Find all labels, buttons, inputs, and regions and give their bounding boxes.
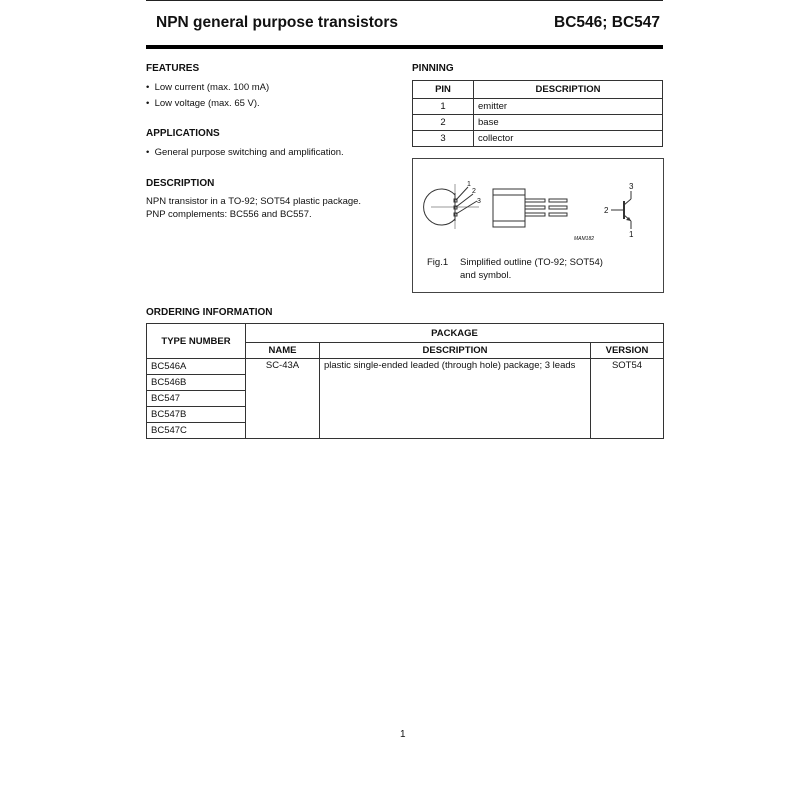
package-name: SC-43A <box>246 359 320 439</box>
outline-pin-label: 2 <box>472 188 476 195</box>
type-cell: BC546B <box>147 375 246 391</box>
pin-desc: emitter <box>474 99 663 115</box>
col-header: PACKAGE <box>246 324 664 343</box>
feature-item: • Low current (max. 100 mA) <box>146 82 270 93</box>
type-cell: BC547 <box>147 391 246 407</box>
symbol-pin-label: 2 <box>604 206 609 215</box>
col-header: DESCRIPTION <box>320 343 591 359</box>
package-version: SOT54 <box>591 359 664 439</box>
features-heading: FEATURES <box>146 63 200 74</box>
package-description: plastic single-ended leaded (through hole) package; 3 leads <box>320 359 591 439</box>
figure-caption <box>460 256 603 282</box>
description-line: NPN transistor in a TO-92; SOT54 plastic package. <box>146 196 362 207</box>
col-header: VERSION <box>591 343 664 359</box>
pin-cell: 2 <box>413 115 474 131</box>
part-number: BC546; BC547 <box>554 14 660 31</box>
page-number: 1 <box>400 729 406 740</box>
outline-pin-label: 1 <box>467 181 471 188</box>
table-row <box>413 99 663 115</box>
type-cell: BC547B <box>147 407 246 423</box>
col-header: TYPE NUMBER <box>147 324 246 359</box>
doc-title: NPN general purpose transistors <box>156 14 399 31</box>
figure-code: MAM182 <box>574 236 595 242</box>
col-header: DESCRIPTION <box>474 81 663 99</box>
ordering-table <box>146 323 664 439</box>
header-rule <box>146 45 663 49</box>
col-header: NAME <box>246 343 320 359</box>
description-heading: DESCRIPTION <box>146 178 215 189</box>
applications-heading: APPLICATIONS <box>146 128 220 139</box>
figure-box <box>412 158 664 293</box>
pinning-heading: PINNING <box>412 63 454 74</box>
col-header: PIN <box>413 81 474 99</box>
figure-label: Fig.1 <box>427 257 449 268</box>
type-cell: BC546A <box>147 359 246 375</box>
feature-item: • Low voltage (max. 65 V). <box>146 98 260 109</box>
table-row <box>413 115 663 131</box>
symbol-pin-label: 1 <box>629 230 634 239</box>
application-item: • General purpose switching and amplification. <box>146 147 344 158</box>
pin-desc: base <box>474 115 663 131</box>
caption-line: Simplified outline (TO-92; SOT54) <box>460 257 603 268</box>
pin-cell: 3 <box>413 131 474 147</box>
pinning-table <box>412 80 663 147</box>
pin-desc: collector <box>474 131 663 147</box>
table-row <box>147 359 664 375</box>
type-cell: BC547C <box>147 423 246 439</box>
description-text <box>146 195 361 221</box>
table-row <box>413 131 663 147</box>
features-list <box>146 81 269 110</box>
outline-pin-label: 3 <box>477 198 481 205</box>
description-line: PNP complements: BC556 and BC557. <box>146 209 312 220</box>
ordering-heading: ORDERING INFORMATION <box>146 307 273 318</box>
top-rule <box>146 0 663 1</box>
caption-line: and symbol. <box>460 270 512 281</box>
symbol-pin-label: 3 <box>629 182 634 191</box>
pin-cell: 1 <box>413 99 474 115</box>
